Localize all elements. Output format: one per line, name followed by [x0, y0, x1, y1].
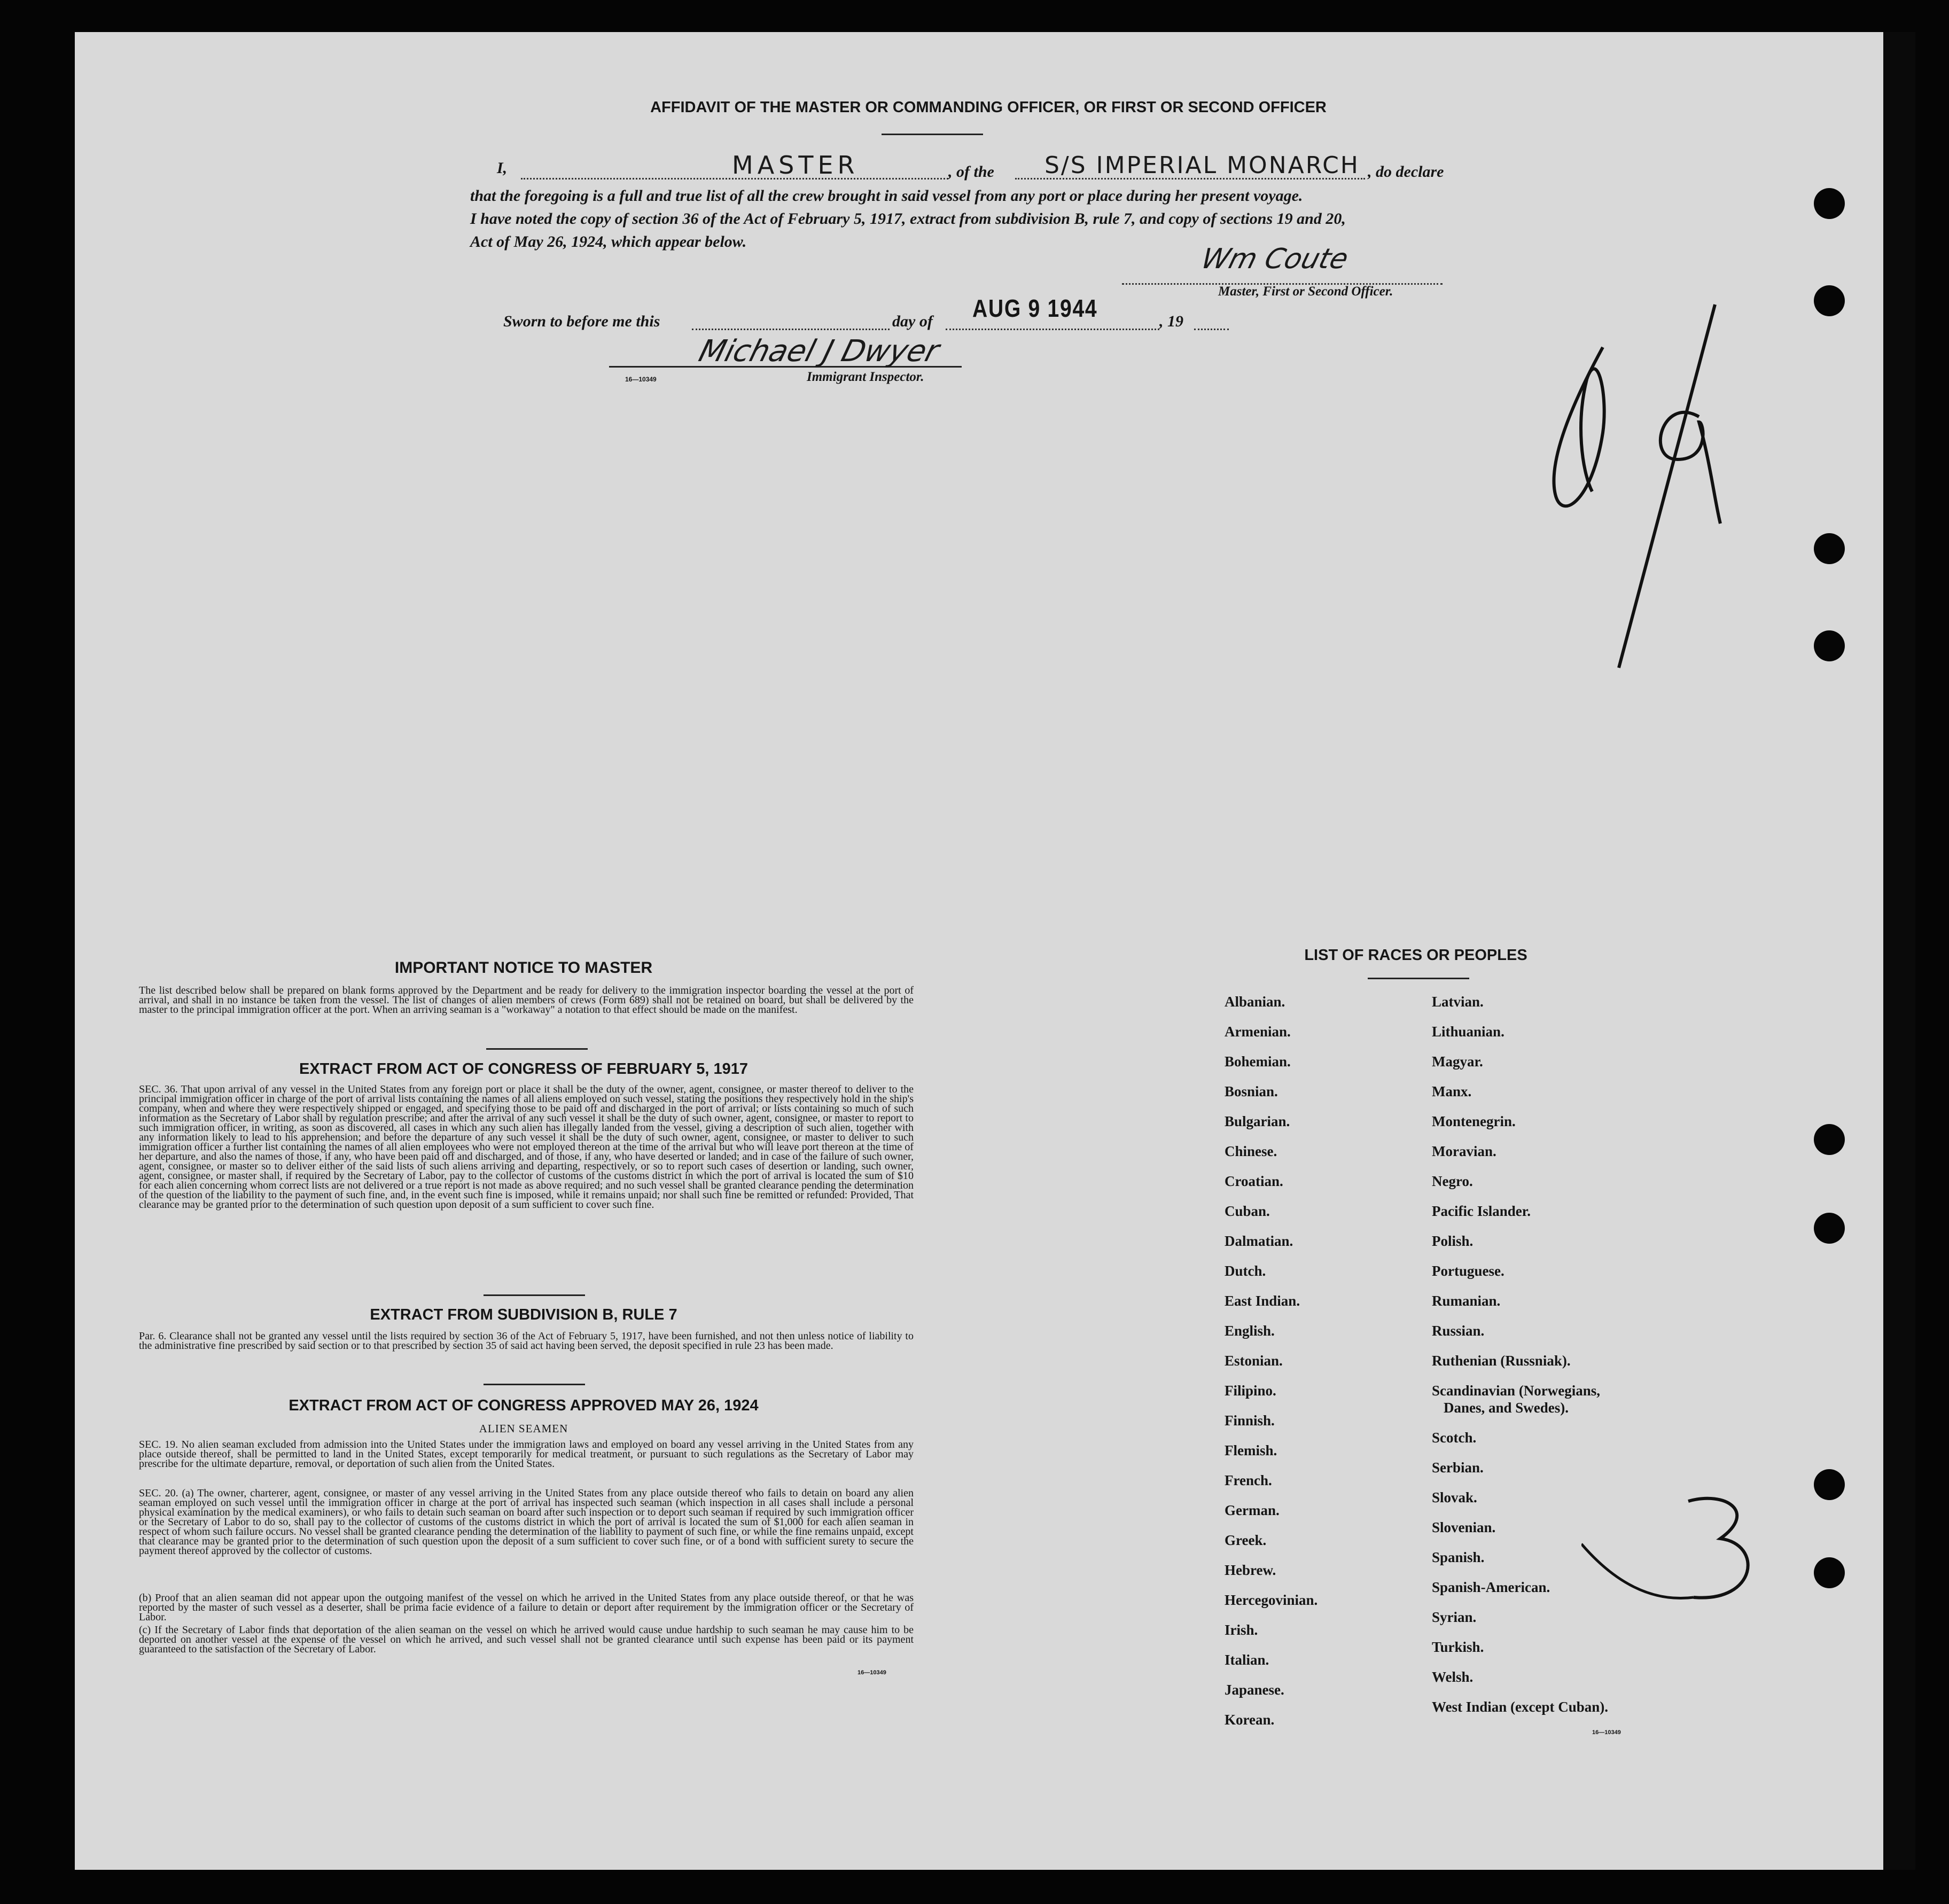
- list-item: Filipino.: [1225, 1383, 1276, 1399]
- list-item: Italian.: [1225, 1652, 1269, 1668]
- of-the-label: , of the: [948, 163, 994, 181]
- extract-1924-title: EXTRACT FROM ACT OF CONGRESS APPROVED MAY 26, 1924: [289, 1397, 759, 1414]
- list-item: Armenian.: [1225, 1024, 1291, 1040]
- list-item: Scandinavian (Norwegians,: [1432, 1383, 1601, 1399]
- list-item: Portuguese.: [1432, 1263, 1504, 1279]
- binder-hole-icon: [1814, 630, 1845, 661]
- extract-1924-sec19: SEC. 19. No alien seaman excluded from admission into the United States under the immigration laws and employed on board any vessel arriving in the United States from any place outside thereof, shall be permitted to land in the United States, except temporarily for medical treatment, or pursuant to such regulations as the Secretary of Labor may prescribe for the ultimate departure, removal, or deportation of such alien from the United States.: [139, 1439, 914, 1470]
- date-stamp: AUG 9 1944: [972, 294, 1098, 322]
- races-list-title: LIST OF RACES OR PEOPLES: [1304, 947, 1527, 964]
- list-item: Rumanian.: [1432, 1293, 1501, 1309]
- sworn-day-line: [692, 310, 890, 330]
- affidavit-title: AFFIDAVIT OF THE MASTER OR COMMANDING OFFICER, OR FIRST OR SECOND OFFICER: [650, 99, 1327, 116]
- affidavit-line3: I have noted the copy of section 36 of the Act of February 5, 1917, extract from subdivision B, rule 7, and copy of sections 19 and 20,: [470, 210, 1346, 228]
- binder-hole-icon: [1814, 1469, 1845, 1500]
- list-item: Turkish.: [1432, 1639, 1484, 1655]
- list-item: Polish.: [1432, 1233, 1474, 1249]
- list-item: Albanian.: [1225, 994, 1285, 1010]
- binder-hole-icon: [1814, 188, 1845, 219]
- list-item: Finnish.: [1225, 1413, 1275, 1429]
- races-list-right-column: [1432, 994, 1667, 1729]
- notice-body: The list described below shall be prepared on blank forms approved by the Department and be ready for delivery to the immigration inspector boarding the vessel at the port of arrival, and shall in no instance be taken from the vessel. The list of changes of alien members of crews (Form 689) shall not be retained on board, but shall be delivered by the master to the principal immigration officer at the port. When an arriving seaman is a "workaway" a notation to that effect should be made on the manifest.: [139, 985, 914, 1016]
- list-item: English.: [1225, 1323, 1275, 1339]
- extract-1917-title: EXTRACT FROM ACT OF CONGRESS OF FEBRUARY 5, 1917: [299, 1060, 749, 1078]
- list-item: Chinese.: [1225, 1143, 1277, 1159]
- extract-rule7-title: EXTRACT FROM SUBDIVISION B, RULE 7: [370, 1306, 677, 1323]
- notice-title: IMPORTANT NOTICE TO MASTER: [394, 959, 653, 977]
- list-item: Danes, and Swedes).: [1444, 1400, 1569, 1416]
- vessel-name: S/S IMPERIAL MONARCH: [1044, 152, 1360, 179]
- day-of-label: day of: [892, 313, 933, 330]
- page-edge: [1883, 32, 1915, 1870]
- extract-form-number: 16—10349: [857, 1669, 886, 1676]
- races-list-divider: [1368, 978, 1469, 979]
- extract-1924-sec20c: (c) If the Secretary of Labor finds that deportation of the alien seaman on the vessel on which he arrived would cause undue hardship to such seaman he may cause him to be deported on another vessel at the expense of the vessel on which he arrived, and such vessel shall not be granted clearance until such expense has been paid or its payment guaranteed to the satisfaction of the Secretary of Labor.: [139, 1624, 914, 1655]
- affidavit-line4: Act of May 26, 1924, which appear below.: [470, 233, 747, 251]
- list-item: German.: [1225, 1502, 1280, 1518]
- form-number: 16—10349: [625, 376, 657, 383]
- handwritten-date-mark-icon: [1539, 299, 1752, 684]
- sworn-label: Sworn to before me this: [503, 313, 660, 330]
- inspector-signature: Michael J Dwyer: [695, 334, 943, 369]
- year-suffix: , 19: [1159, 313, 1183, 330]
- binder-hole-icon: [1814, 1213, 1845, 1244]
- list-item: West Indian (except Cuban).: [1432, 1699, 1609, 1715]
- list-item: French.: [1225, 1472, 1272, 1488]
- list-item: Spanish.: [1432, 1549, 1485, 1565]
- list-item: Slovenian.: [1432, 1519, 1496, 1535]
- list-item: Scotch.: [1432, 1430, 1477, 1446]
- officer-signature: Wm Coute: [1197, 243, 1352, 275]
- list-item: Lithuanian.: [1432, 1024, 1504, 1040]
- races-list-left-column: [1225, 994, 1401, 1742]
- extract-1917-body: SEC. 36. That upon arrival of any vessel in the United States from any foreign port or place it shall be the duty of the owner, agent, consignee, or master thereof to deliver to the principal immigration officer in charge of the port of arrival lists containing the names of all aliens employed on such vessel, stating the positions they respectively hold in the ship's company, when and where they were respectively shipped or engaged, and specifying those to be paid off and discharged in the port of arrival; or lists containing so much of such information as the Secretary of Labor shall by regulation prescribe; and after the arrival of any such vessel it shall be the duty of such owner, agent, consignee, or master to report to such immigration officer, in writing, as soon as discovered, all cases in which any such alien has illegally landed from the vessel, giving a description of such alien, together with any information likely to lead to his apprehension; and before the departure of any such vessel it shall be the duty of such owner, agent, consignee, or master to deliver to such immigration officer a further list containing the names of all alien employees who were not employed thereon at the time of the arrival but who will leave port thereon at the time of her departure, and also the names of those, if any, who have been paid off and discharged, and of those, if any, who have deserted or landed; and in case of the failure of such owner, agent, consignee, or master so to deliver either of the said lists of such aliens arriving and departing, respectively, or so to report such cases of desertion or landing, such owner, agent, consignee, or master shall, if required by the Secretary of Labor, pay to the collector of customs of the customs district in which the port of arrival is located the sum of $10 for each alien concerning whom correct lists are not delivered or a true report is not made as above required; and no such vessel shall be granted clearance pending the determination of the question of the liability to the payment of such fine, and, in the event such fine is imposed, while it remains unpaid; nor shall such fine be remitted or refunded: Provided, That clearance may be granted prior to the determination of such question upon deposit of a sum sufficient to cover such fine.: [139, 1083, 914, 1211]
- list-item: Pacific Islander.: [1432, 1203, 1531, 1219]
- list-item: Manx.: [1432, 1083, 1472, 1099]
- list-item: Dutch.: [1225, 1263, 1266, 1279]
- affidavit-line2: that the foregoing is a full and true list of all the crew brought in said vessel from any port or place during her present voyage.: [470, 187, 1303, 205]
- list-item: East Indian.: [1225, 1293, 1300, 1309]
- list-item: Moravian.: [1432, 1143, 1496, 1159]
- extract-1917-divider: [484, 1294, 585, 1296]
- list-item: Montenegrin.: [1432, 1113, 1516, 1129]
- list-item: Welsh.: [1432, 1669, 1474, 1685]
- list-item: Korean.: [1225, 1712, 1275, 1728]
- races-form-number: 16—10349: [1592, 1729, 1621, 1736]
- officer-rank: MASTER: [732, 151, 859, 180]
- binder-hole-icon: [1814, 1124, 1845, 1155]
- list-item: Magyar.: [1432, 1054, 1483, 1070]
- list-item: Hebrew.: [1225, 1562, 1276, 1578]
- list-item: Slovak.: [1432, 1489, 1477, 1505]
- extract-1924-sec20b: (b) Proof that an alien seaman did not appear upon the outgoing manifest of the vessel on which he arrived in the United States from any place outside thereof, or that he was reported by the master of such vessel as a deserter, shall be prima facie evidence of a failure to detain or deport after requirement by the immigration officer or the Secretary of Labor.: [139, 1592, 914, 1623]
- extract-1924-sec20a: SEC. 20. (a) The owner, charterer, agent, consignee, or master of any vessel arriving in the United States from any place outside thereof who fails to detain on board any alien seaman employed on such vessel until the immigration officer in charge at the port of arrival has inspected such seaman (which inspection in all cases shall include a personal physical examination by the medical examiners), or who fails to detain such seaman on board after such inspection or to deport such seaman if required by such immigration officer or the Secretary of Labor to do so, shall pay to the collector of customs of the customs district in which the port of arrival is located the sum of $1,000 for each alien seaman in respect of whom such failure occurs. No vessel shall be granted clearance pending the determination of the liability to payment of such fine, or while the fine remains unpaid, except that clearance may be granted prior to the determination of such question upon the deposit of a sum sufficient to cover such fine, or of a bond with sufficient surety to secure the payment thereof approved by the collector of customs.: [139, 1487, 914, 1557]
- affidavit-i-label: I,: [497, 159, 508, 177]
- extract-1924-subtitle: ALIEN SEAMEN: [479, 1422, 568, 1435]
- binder-hole-icon: [1814, 533, 1845, 564]
- list-item: Croatian.: [1225, 1173, 1283, 1189]
- list-item: Spanish-American.: [1432, 1579, 1550, 1595]
- list-item: Bulgarian.: [1225, 1113, 1290, 1129]
- list-item: Dalmatian.: [1225, 1233, 1293, 1249]
- list-item: Bosnian.: [1225, 1083, 1278, 1099]
- binder-hole-icon: [1814, 285, 1845, 316]
- extract-rule7-divider: [484, 1384, 585, 1385]
- list-item: Bohemian.: [1225, 1054, 1291, 1070]
- title-divider: [882, 134, 983, 135]
- list-item: Cuban.: [1225, 1203, 1270, 1219]
- list-item: Latvian.: [1432, 994, 1484, 1010]
- list-item: Japanese.: [1225, 1682, 1284, 1698]
- list-item: Ruthenian (Russniak).: [1432, 1353, 1571, 1369]
- inspector-caption: Immigrant Inspector.: [807, 370, 924, 384]
- binder-hole-icon: [1814, 1557, 1845, 1588]
- list-item: Flemish.: [1225, 1442, 1277, 1458]
- list-item: Syrian.: [1432, 1609, 1477, 1625]
- list-item: Greek.: [1225, 1532, 1267, 1548]
- list-item: Russian.: [1432, 1323, 1485, 1339]
- list-item: Estonian.: [1225, 1353, 1283, 1369]
- list-item: Negro.: [1432, 1173, 1473, 1189]
- declare-label: , do declare: [1368, 163, 1444, 181]
- notice-divider: [486, 1048, 588, 1050]
- extract-rule7-body: Par. 6. Clearance shall not be granted any vessel until the lists required by section 36 of the Act of February 5, 1917, have been furnished, and not then unless notice of liability to the administrative fine prescribed by said section or to that prescribed by section 35 of said act having been served, the deposit specified in rule 23 has been made.: [139, 1330, 914, 1352]
- list-item: Serbian.: [1432, 1460, 1484, 1476]
- list-item: Hercegovinian.: [1225, 1592, 1318, 1608]
- officer-signature-caption: Master, First or Second Officer.: [1218, 284, 1393, 299]
- year-line: [1194, 310, 1229, 330]
- list-item: Irish.: [1225, 1622, 1258, 1638]
